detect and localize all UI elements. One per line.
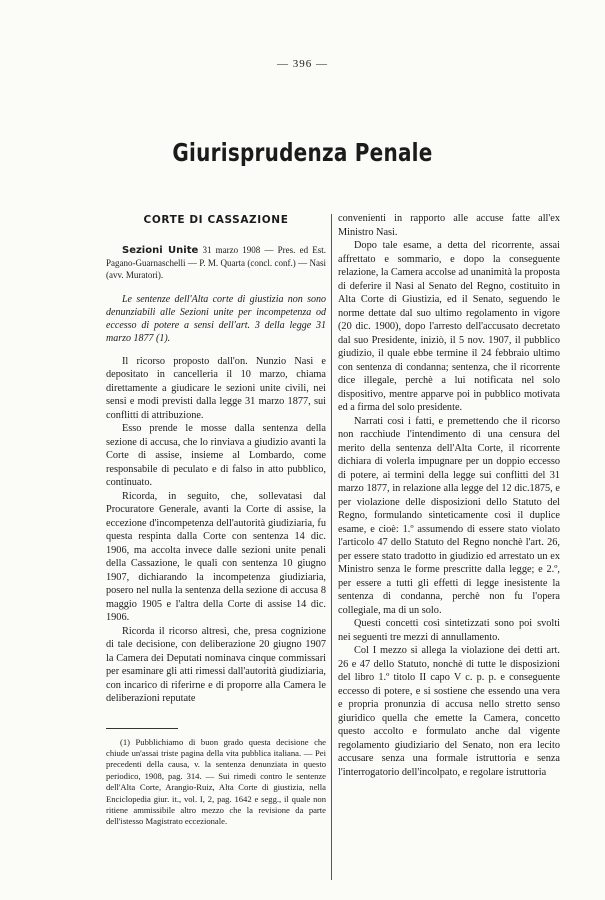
paragraph: Col I mezzo si allega la violazione dei detti art. 26 e 47 dello Statuto, nonchè di tutte le disposizioni del libro 1.º titolo II capo V c. p. p. e conseguente eccesso di potere, e si sostiene che essendo una vera e propria pronunzia di accusa nello stretto senso giuridico quella che emette la Camera, concetto questo accolto e formulato anche dal vigente regolamento giudiziario del Senato, non era lecito accusare senza una formale istruttoria e senza l'interrogatorio dell'incolpato, e regolare istruttoria [338, 645, 560, 778]
section-heading: CORTE DI CASSAZIONE [143, 214, 289, 226]
case-caption [106, 244, 326, 281]
page-title: Giurisprudenza Penale [172, 138, 433, 167]
footnote-rule [106, 728, 178, 729]
paragraph: Ricorda, in seguito, che, sollevatasi dal Procuratore Generale, avanti la Corte di assise, la eccezione d'incompetenza dell'autorità giudiziaria, fu questa respinta dalla Corte con sentenza 14 dic. 1906, ma accolta invece dalle sezioni unite penali della Cassazione, le quali con sentenza 10 giugno 1907, dichiarando la incompetenza giudiziaria, posero nel nulla la sentenza della sezione di accusa 8 maggio 1905 e l'altra della Corte di assise 14 dic. 1906. [106, 490, 326, 623]
paragraph: Il ricorso proposto dall'on. Nunzio Nasi e depositato in cancelleria il 10 marzo, chiama direttamente a giudicare le sezioni unite civili, nei sensi e modi previsti dalla legge 31 marzo 1877, sui conflitti di attribuzione. [106, 355, 326, 421]
paragraph: Esso prende le mosse dalla sentenza della sezione di accusa, che lo rinviava a giudizio avanti la Corte di assise, insieme al Lombardo, come responsabile di peculato e di falso in atto pubblico, continuato. [106, 423, 326, 488]
footnote: (1) Pubblichiamo di buon grado questa decisione che chiude un'assai triste pagina della vita pubblica italiana. — Pei precedenti della causa, v. la sentenza denunziata in questo periodico, 1908, pag. 314. — Sui rimedi contro le sentenze dell'Alta Corte, Arangio-Ruiz, Alta Corte di giustizia, nella Enciclopedia giur. it., vol. I, 2, pag. 1642 e segg., il quale non ritiene ammissibile altro mezzo che la revisione da parte dell'istesso Magistrato eccezionale. [106, 736, 326, 827]
left-column [106, 212, 326, 828]
paragraph: convenienti in rapporto alle accuse fatte all'ex Ministro Nasi. [338, 213, 560, 238]
paragraph: Dopo tale esame, a detta del ricorrente, assai affrettato e sommario, e dopo la conseguente relazione, la Camera accolse ad unanimità la proposta di deferire il Nasi al Senato del Regno, costituito in Alta Corte di Giustizia, ed il Senato, seguendo le norme dettate dal suo ultimo regolamento in vigore (20 dic. 1900), dopo l'arresto dell'accusato decretato dal suo Presidente, iniziò, il 5 nov. 1907, il pubblico giudizio, il quale ebbe termine il 24 febbraio ultimo con sentenza di condanna; sentenza, che il ricorrente dice illegale, perchè a lui notificata nel solo dispositivo, mentre apparve poi in pubblico motivata ed a firma del solo presidente. [338, 240, 560, 413]
page-number: — 396 — [277, 58, 328, 70]
right-column [338, 212, 560, 779]
paragraph: Narrati così i fatti, e premettendo che il ricorso non racchiude l'intendimento di una censura del merito della sentenza dell'Alta Corte, il ricorrente dichiara di volerla impugnare per un doppio eccesso di potere, ai termini della legge sui conflitti del 31 marzo 1877, in relazione alla legge del 12 dic.1875, e per violazione delle disposizioni dello Statuto del Regno, formulando sinteticamente così il duplice esame, e cioè: 1.º assumendo di essere stato violato l'articolo 47 dello Statuto del Regno nonchè l'art. 26, per essere stato tradotto in giudizio ed arrestato un ex Ministro senza le forme prescritte dalla legge; e 2.º, per essere a tutti gli effetti di legge inesistente la sentenza di condanna, perchè non fu l'opera collegiale, ma di un solo. [338, 415, 560, 616]
paragraph: Ricorda il ricorso altresì, che, presa cognizione di tale decisione, con deliberazione 20 giugno 1907 la Camera dei Deputati nominava cinque commissari per esaminare gli atti rimessi dall'autorità giudiziaria, con incarico di riferirne e di proporre alla Camera le deliberazioni reputate [106, 625, 326, 704]
paragraph: Questi concetti così sintetizzati sono poi svolti nei seguenti tre mezzi di annullamento. [338, 618, 560, 643]
column-divider [331, 214, 332, 880]
case-caption-bold: Sezioni Unite [122, 244, 199, 256]
massima: Le sentenze dell'Alta corte di giustizia non sono denunziabili alle Sezioni unite per incompetenza od eccesso di potere a sensi dell'art. 3 della legge 31 marzo 1877 (1). [106, 293, 326, 344]
case-caption-rest: 31 marzo 1908 — Pres. ed Est. Pagano-Guarnaschelli — P. M. Quarta (concl. conf.) — Nasi (avv. Muratori). [106, 244, 326, 280]
